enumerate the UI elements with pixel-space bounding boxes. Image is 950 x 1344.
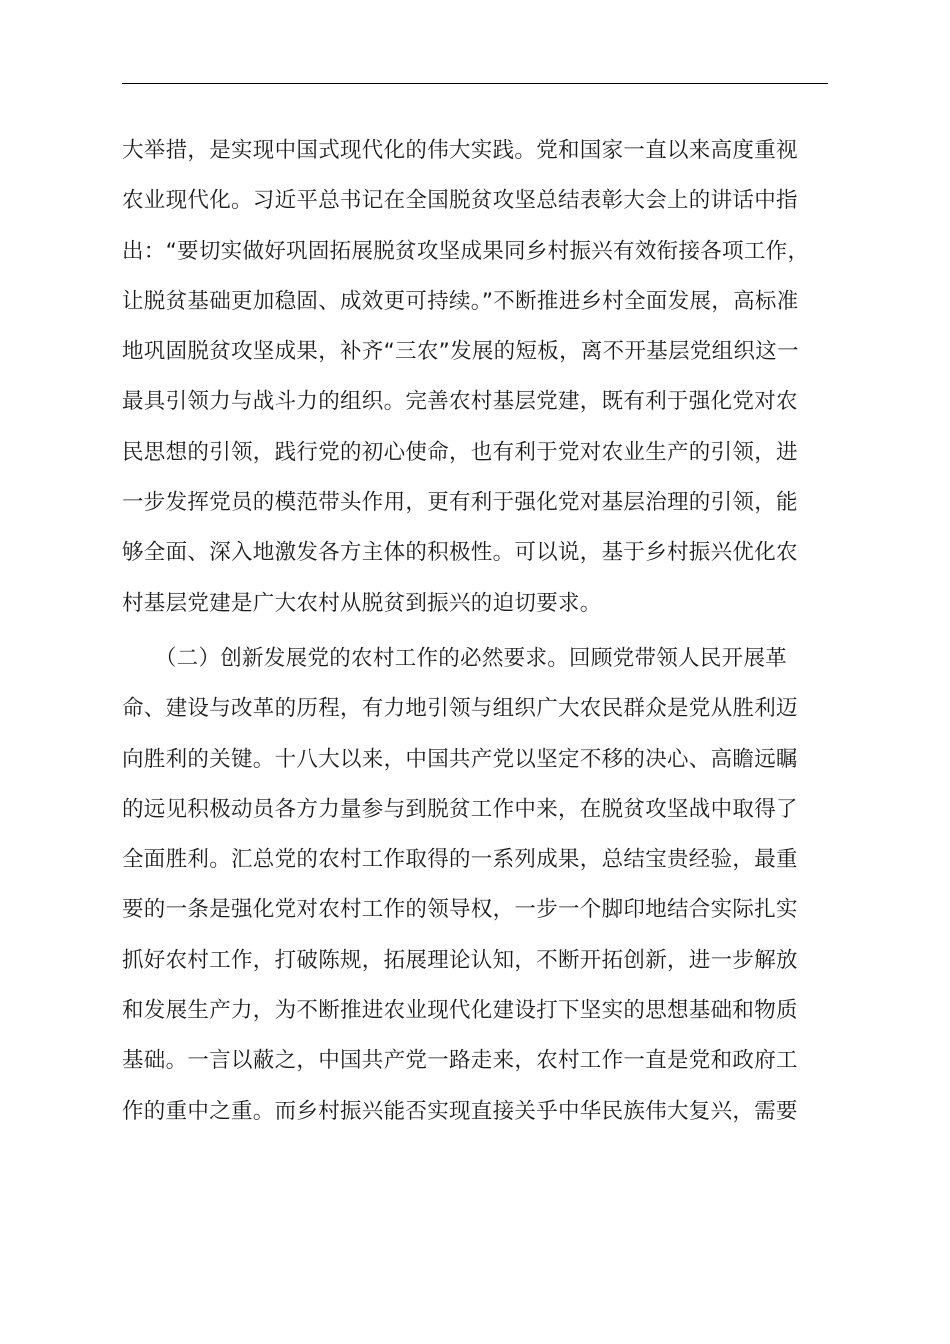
text-line: 最具引领力与战斗力的组织。完善农村基层党建，既有利于强化党对农 [122, 389, 798, 415]
text-line: 抓好农村工作，打破陈规，拓展理论认知，不断开拓创新，进一步解放 [122, 947, 798, 973]
text-line: 够全面、深入地激发各方主体的积极性。可以说，基于乡村振兴优化农 [122, 540, 798, 566]
text-line: 命、建设与改革的历程，有力地引领与组织广大农民群众是党从胜利迈 [122, 696, 798, 722]
text-line: 地巩固脱贫攻坚成果，补齐“三农”发展的短板，离不开基层党组织这一 [122, 339, 799, 365]
header-rule [122, 83, 828, 84]
text-line: 村基层党建是广大农村从脱贫到振兴的迫切要求。 [122, 590, 602, 616]
text-line: 全面胜利。汇总党的农村工作取得的一系列成果，总结宝贵经验，最重 [122, 847, 798, 873]
text-line: 让脱贫基础更加稳固、成效更可持续。”不断推进乡村全面发展，高标准 [122, 288, 799, 314]
paragraph-1 [122, 126, 842, 629]
text-line: 基础。一言以蔽之，中国共产党一路走来，农村工作一直是党和政府工 [122, 1048, 798, 1074]
text-line: 作的重中之重。而乡村振兴能否实现直接关乎中华民族伟大复兴，需要 [122, 1098, 798, 1124]
document-body [122, 126, 842, 1137]
text-line: 向胜利的关键。十八大以来，中国共产党以坚定不移的决心、高瞻远瞩 [122, 746, 798, 772]
text-line: 民思想的引领，践行党的初心使命，也有利于党对农业生产的引领，进 [122, 439, 798, 465]
text-line: 出：“要切实做好巩固拓展脱贫攻坚成果同乡村振兴有效衔接各项工作， [122, 238, 810, 264]
text-line: 的远见积极动员各方力量参与到脱贫工作中来，在脱贫攻坚战中取得了 [122, 796, 798, 822]
text-line: 大举措，是实现中国式现代化的伟大实践。党和国家一直以来高度重视 [122, 138, 798, 163]
text-line: 一步发挥党员的模范带头作用，更有利于强化党对基层治理的引领，能 [122, 490, 798, 516]
text-line: 要的一条是强化党对农村工作的领导权，一步一个脚印地结合实际扎实 [122, 897, 798, 923]
paragraph-2 [122, 634, 842, 1137]
text-line: 农业现代化。习近平总书记在全国脱贫攻坚总结表彰大会上的讲话中指 [122, 188, 798, 214]
text-line: （二）创新发展党的农村工作的必然要求。回顾党带领人民开展革 [122, 645, 788, 671]
text-line: 和发展生产力，为不断推进农业现代化建设打下坚实的思想基础和物质 [122, 998, 798, 1024]
